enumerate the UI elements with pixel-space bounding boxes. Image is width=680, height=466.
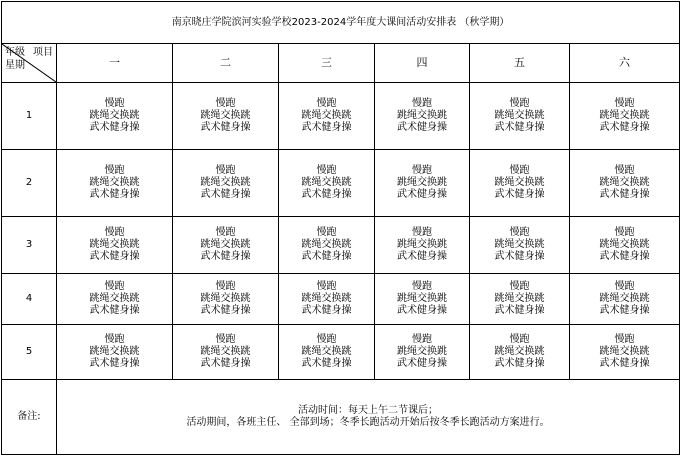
activity-item: 武术健身操 (200, 122, 251, 133)
activity-item: 慢跑 (316, 227, 337, 238)
grade-label: 3 (2, 217, 57, 274)
activity-cell (470, 83, 570, 150)
activity-item: 慢跑 (614, 227, 635, 238)
activity-item: 武术健身操 (494, 189, 545, 200)
grade-label: 1 (2, 83, 57, 150)
activity-schedule-table (1, 1, 680, 455)
day-header: 一 (57, 44, 173, 83)
grade-label: 4 (2, 274, 57, 325)
activity-item: 跳绳交换跳 (397, 293, 447, 304)
day-header: 四 (375, 44, 470, 83)
activity-item: 武术健身操 (599, 189, 650, 200)
grade-row (2, 150, 680, 217)
activity-item: 武术健身操 (599, 122, 650, 133)
activity-cell (570, 83, 680, 150)
activity-item: 跳绳交换跳 (599, 293, 650, 304)
activity-item: 跳绳交换跳 (494, 239, 545, 250)
activity-item: 慢跑 (104, 227, 125, 238)
activity-item: 跳绳交换跳 (200, 177, 251, 188)
activity-item: 跳绳交换跳 (200, 239, 251, 250)
activity-item: 武术健身操 (301, 251, 352, 262)
activity-item: 慢跑 (215, 281, 236, 292)
activity-cell (570, 150, 680, 217)
activity-item: 慢跑 (614, 334, 635, 345)
activity-item: 跳绳交换跳 (301, 239, 352, 250)
table-title: 南京晓庄学院滨河实验学校2023-2024学年度大课间活动安排表 （秋学期） (2, 2, 680, 44)
activity-item: 跳绳交换跳 (494, 346, 545, 357)
activity-item: 跳绳交换跳 (599, 110, 650, 121)
activity-item: 慢跑 (509, 165, 530, 176)
header-row (2, 44, 680, 83)
activity-cell (375, 83, 470, 150)
grade-row (2, 325, 680, 380)
activity-item: 慢跑 (509, 334, 530, 345)
activity-item: 跳绳交换跳 (397, 239, 447, 250)
activity-item: 慢跑 (614, 98, 635, 109)
activity-item: 武术健身操 (200, 189, 251, 200)
activity-cell (173, 274, 279, 325)
activity-item: 慢跑 (614, 165, 635, 176)
activity-item: 跳绳交换跳 (89, 177, 140, 188)
activity-cell (470, 274, 570, 325)
activity-item: 慢跑 (509, 98, 530, 109)
activity-item: 慢跑 (215, 98, 236, 109)
day-header: 三 (279, 44, 375, 83)
activity-item: 跳绳交换跳 (301, 110, 352, 121)
activity-item: 武术健身操 (494, 358, 545, 369)
activity-item: 慢跑 (104, 165, 125, 176)
activity-item: 慢跑 (215, 227, 236, 238)
activity-item: 跳绳交换跳 (301, 177, 352, 188)
day-header: 五 (470, 44, 570, 83)
activity-item: 跳绳交换跳 (89, 293, 140, 304)
grade-row (2, 217, 680, 274)
activity-item: 武术健身操 (200, 305, 251, 316)
grade-row (2, 83, 680, 150)
activity-item: 慢跑 (316, 98, 337, 109)
activity-item: 武术健身操 (89, 305, 140, 316)
activity-cell (57, 83, 173, 150)
activity-cell (279, 83, 375, 150)
activity-cell (470, 325, 570, 380)
activity-cell (279, 325, 375, 380)
activity-item: 武术健身操 (89, 189, 140, 200)
activity-item: 武术健身操 (494, 305, 545, 316)
activity-item: 武术健身操 (301, 305, 352, 316)
activity-item: 慢跑 (215, 334, 236, 345)
activity-cell (375, 150, 470, 217)
activity-item: 慢跑 (614, 281, 635, 292)
activity-item: 跳绳交换跳 (200, 346, 251, 357)
notes-label: 备注: (2, 380, 57, 455)
activity-item: 武术健身操 (301, 122, 352, 133)
activity-item: 武术健身操 (89, 358, 140, 369)
activity-item: 武术健身操 (494, 251, 545, 262)
notes-row (2, 380, 680, 455)
activity-item: 武术健身操 (397, 305, 447, 316)
activity-cell (375, 217, 470, 274)
activity-item: 慢跑 (104, 281, 125, 292)
activity-item: 慢跑 (509, 281, 530, 292)
grade-label: 5 (2, 325, 57, 380)
activity-cell (173, 217, 279, 274)
activity-item: 慢跑 (412, 165, 432, 176)
activity-item: 跳绳交换跳 (89, 346, 140, 357)
activity-cell (57, 217, 173, 274)
activity-item: 武术健身操 (89, 122, 140, 133)
activity-cell (279, 150, 375, 217)
activity-item: 武术健身操 (599, 305, 650, 316)
activity-item: 武术健身操 (599, 358, 650, 369)
activity-item: 慢跑 (509, 227, 530, 238)
activity-item: 跳绳交换跳 (494, 177, 545, 188)
activity-item: 慢跑 (412, 334, 432, 345)
activity-item: 跳绳交换跳 (200, 293, 251, 304)
activity-item: 慢跑 (104, 98, 125, 109)
note-line: 活动时间：每天上午二节课后； (298, 405, 439, 416)
activity-item: 武术健身操 (599, 251, 650, 262)
activity-cell (570, 325, 680, 380)
activity-item: 武术健身操 (301, 189, 352, 200)
activity-item: 跳绳交换跳 (89, 239, 140, 250)
activity-item: 跳绳交换跳 (599, 177, 650, 188)
activity-item: 武术健身操 (397, 122, 447, 133)
activity-item: 慢跑 (215, 165, 236, 176)
day-header: 二 (173, 44, 279, 83)
activity-cell (173, 325, 279, 380)
activity-item: 跳绳交换跳 (397, 177, 447, 188)
corner-cell (2, 44, 57, 83)
activity-item: 跳绳交换跳 (599, 239, 650, 250)
activity-item: 跳绳交换跳 (397, 346, 447, 357)
activity-cell (375, 325, 470, 380)
corner-item-label: 项目 (33, 47, 53, 58)
activity-cell (173, 83, 279, 150)
activity-item: 慢跑 (316, 334, 337, 345)
activity-item: 慢跑 (104, 334, 125, 345)
activity-cell (279, 274, 375, 325)
notes-text (57, 380, 680, 455)
activity-item: 慢跑 (316, 165, 337, 176)
activity-item: 跳绳交换跳 (494, 110, 545, 121)
activity-item: 武术健身操 (397, 189, 447, 200)
activity-item: 慢跑 (412, 98, 432, 109)
corner-week-label: 星期 (5, 60, 25, 71)
day-header: 六 (570, 44, 680, 83)
activity-cell (375, 274, 470, 325)
activity-cell (470, 150, 570, 217)
activity-cell (570, 217, 680, 274)
activity-item: 跳绳交换跳 (494, 293, 545, 304)
activity-item: 跳绳交换跳 (301, 346, 352, 357)
activity-item: 慢跑 (412, 281, 432, 292)
activity-item: 慢跑 (316, 281, 337, 292)
activity-item: 跳绳交换跳 (200, 110, 251, 121)
activity-item: 武术健身操 (200, 251, 251, 262)
grade-label: 2 (2, 150, 57, 217)
activity-item: 武术健身操 (89, 251, 140, 262)
activity-item: 跳绳交换跳 (89, 110, 140, 121)
activity-item: 武术健身操 (397, 251, 447, 262)
activity-item: 武术健身操 (494, 122, 545, 133)
activity-item: 武术健身操 (397, 358, 447, 369)
activity-item: 武术健身操 (301, 358, 352, 369)
activity-item: 跳绳交换跳 (599, 346, 650, 357)
activity-cell (57, 325, 173, 380)
activity-item: 跳绳交换跳 (301, 293, 352, 304)
grade-row (2, 274, 680, 325)
activity-item: 跳绳交换跳 (397, 110, 447, 121)
activity-item: 武术健身操 (200, 358, 251, 369)
activity-cell (570, 274, 680, 325)
activity-cell (57, 274, 173, 325)
activity-cell (470, 217, 570, 274)
activity-cell (57, 150, 173, 217)
corner-grade-label: 年级 (5, 47, 25, 58)
note-line: 活动期间，各班主任、 全部到场；冬季长跑活动开始后按冬季长跑活动方案进行。 (186, 417, 550, 428)
activity-cell (173, 150, 279, 217)
activity-item: 慢跑 (412, 227, 432, 238)
activity-cell (279, 217, 375, 274)
